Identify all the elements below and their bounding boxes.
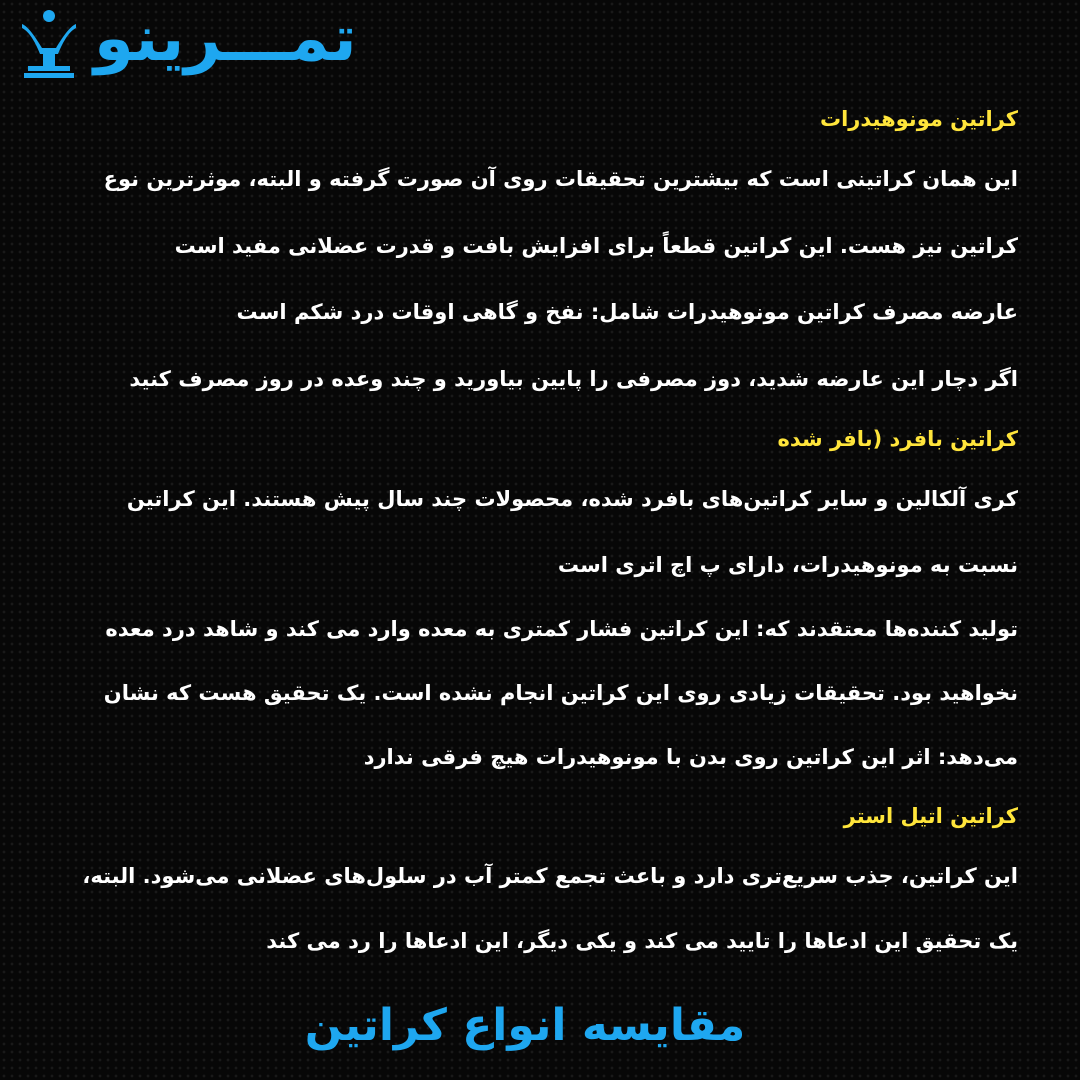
section-ethyl-ester [82,789,1018,974]
paragraph-line: این همان کراتینی است که بیشترین تحقیقات روی آن صورت گرفته و البته، موثرترین نوع [103,167,1018,191]
paragraph-line: کری آلکالین و سایر کراتین‌های بافرد شده، محصولات چند سال پیش هستند. این کراتین [126,487,1018,511]
paragraph-line: تولید کننده‌ها معتقدند که: این کراتین فشار کمتری به معده وارد می کند و شاهد درد معده [105,616,1018,641]
paragraph-line: می‌دهد: اثر این کراتین روی بدن با مونوهیدرات هیچ فرقی ندارد [363,744,1018,769]
section-monohydrate [96,92,1018,412]
trophy-icon [14,8,84,84]
logo-text: تمـــرینو [94,2,357,76]
section-heading: کراتین بافرد (بافر شده [777,427,1018,451]
paragraph-line: عارضه مصرف کراتین مونوهیدرات شامل: نفخ و گاهی اوقات درد شکم است [236,300,1018,324]
brand-logo [14,2,444,90]
section-heading: کراتین اتیل استر [843,803,1018,828]
article-content [82,92,1018,973]
paragraph-line: یک تحقیق این ادعاها را تایید می کند و یکی دیگر، این ادعاها را رد می کند [266,929,1018,953]
footer-title: مقایسه انواع کراتین [304,1000,746,1051]
paragraph-line: این کراتین، جذب سریع‌تری دارد و باعث تجمع کمتر آب در سلول‌های عضلانی می‌شود. البته، [82,863,1018,888]
section-buffered [96,412,1018,789]
paragraph-line: نسبت به مونوهیدرات، دارای پ اچ اتری است [557,552,1018,577]
section-heading: کراتین مونوهیدرات [819,107,1018,131]
paragraph-line: اگر دچار این عارضه شدید، دوز مصرفی را پایین بیاورید و چند وعده در روز مصرف کنید [129,366,1018,391]
paragraph-line: کراتین نیز هست. این کراتین قطعاً برای افزایش بافت و قدرت عضلانی مفید است [174,233,1018,258]
paragraph-line: نخواهید بود. تحقیقات زیادی روی این کراتین انجام نشده است. یک تحقیق هست که نشان [103,680,1018,705]
